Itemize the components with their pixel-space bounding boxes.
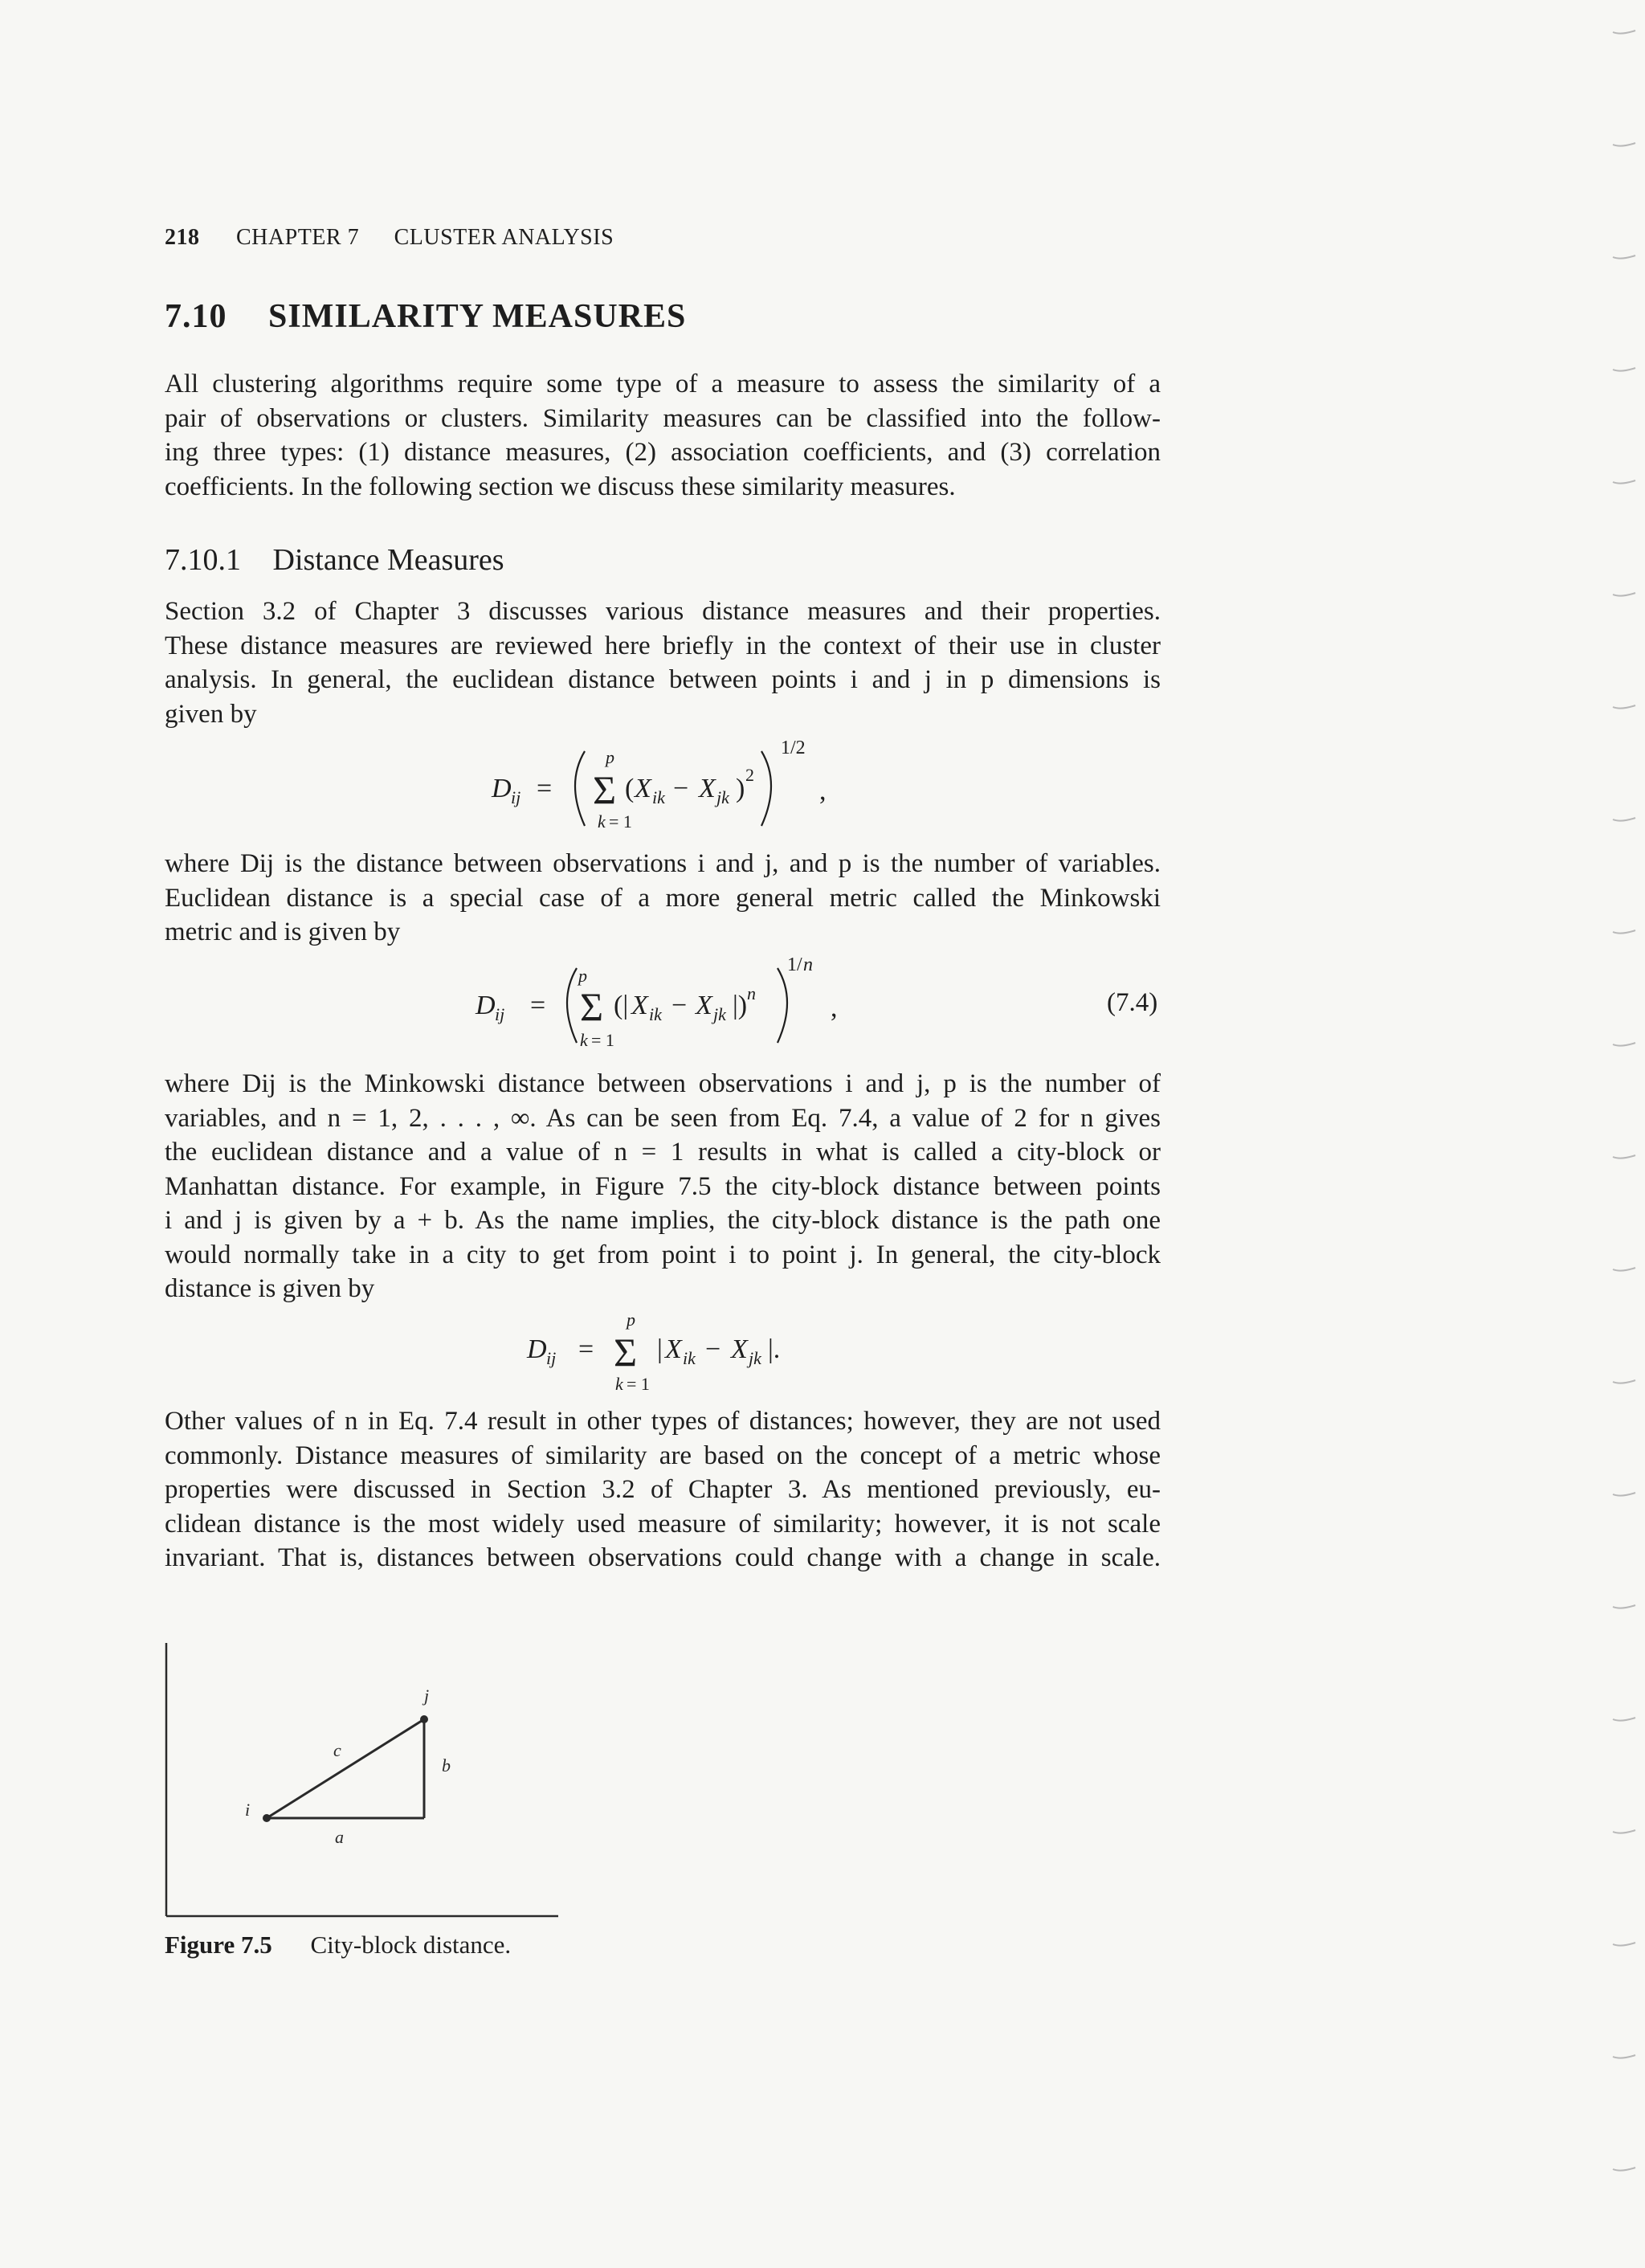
label-a: a: [335, 1827, 344, 1847]
svg-text:=: =: [530, 991, 546, 1020]
text-line: Manhattan distance. For example, in Figure 7.5 the city-block distance between points: [165, 1171, 1161, 1201]
svg-text:k: k: [615, 1374, 623, 1394]
figure-caption: [165, 1931, 511, 1959]
label-i: i: [245, 1800, 251, 1820]
label-c: c: [333, 1740, 341, 1760]
text-line: the euclidean distance and a value of n = 1 results in what is called a city-block or: [165, 1138, 1161, 1167]
text-line: analysis. In general, the euclidean distance between points i and j in p dimensions is: [165, 665, 1161, 694]
svg-text:|.: |.: [768, 1334, 781, 1364]
svg-text:jk: jk: [749, 1348, 761, 1368]
text-line: variables, and n = 1, 2, . . . , ∞. As can be seen from Eq. 7.4, a value of 2 for n gives: [165, 1103, 1161, 1133]
chapter-label: CHAPTER 7: [236, 225, 360, 250]
svg-text:,: ,: [831, 993, 838, 1023]
text-line: where Dij is the distance between observations i and j, and p is the number of variables.: [165, 849, 1161, 878]
svg-text:−: −: [705, 1334, 721, 1364]
point-i: [263, 1814, 271, 1822]
svg-text:X: X: [635, 774, 651, 803]
svg-text:= 1: = 1: [609, 811, 632, 832]
svg-text:X: X: [696, 991, 712, 1020]
text-line: Section 3.2 of Chapter 3 discusses various distance measures and their properties.: [165, 597, 1161, 626]
label-b: b: [442, 1755, 451, 1776]
svg-text:X: X: [665, 1334, 682, 1364]
text-line: All clustering algorithms require some type of a measure to assess the similarity of a: [165, 370, 1161, 398]
subsection-number: 7.10.1: [165, 543, 241, 577]
svg-text:Σ: Σ: [614, 1330, 638, 1375]
svg-text:D: D: [476, 991, 496, 1020]
svg-text:n: n: [803, 954, 813, 975]
text-line: invariant. That is, distances between observations could change with a change in scale.: [165, 1543, 1161, 1572]
figure-caption-text: City-block distance.: [310, 1931, 512, 1959]
subsection-title: Distance Measures: [272, 543, 504, 577]
svg-text:= 1: = 1: [627, 1374, 650, 1394]
text-line: These distance measures are reviewed here briefly in the context of their use in cluster: [165, 631, 1161, 660]
section-title: SIMILARITY MEASURES: [268, 298, 687, 335]
svg-text:ik: ik: [649, 1004, 662, 1024]
svg-text:= 1: = 1: [591, 1030, 614, 1050]
text-line: Other values of n in Eq. 7.4 result in other types of distances; however, they are not used: [165, 1407, 1161, 1436]
svg-text:ij: ij: [511, 787, 521, 807]
text-line: clidean distance is the most widely used measure of similarity; however, it is not scale: [165, 1509, 1161, 1539]
svg-text:ij: ij: [495, 1004, 505, 1024]
svg-text:2: 2: [745, 765, 754, 785]
svg-text:p: p: [578, 966, 587, 986]
svg-text:): ): [736, 774, 745, 803]
point-j: [420, 1715, 428, 1723]
svg-text:(|: (|: [614, 991, 629, 1020]
svg-text:=: =: [578, 1334, 594, 1364]
text-line: coefficients. In the following section we discuss these similarity measures.: [165, 472, 956, 501]
text-line: metric and is given by: [165, 917, 401, 946]
svg-text:,: ,: [819, 776, 827, 806]
svg-text:=: =: [537, 774, 553, 803]
section-number: 7.10: [165, 298, 227, 335]
svg-text:|): |): [733, 991, 748, 1020]
chapter-title: CLUSTER ANALYSIS: [394, 225, 614, 250]
svg-text:X: X: [631, 991, 648, 1020]
text-line: i and j is given by a + b. As the name implies, the city-block distance is the path one: [165, 1206, 1161, 1235]
svg-text:ik: ik: [652, 787, 665, 807]
svg-text:1/: 1/: [787, 954, 802, 975]
text-line: would normally take in a city to get from point i to point j. In general, the city-block: [165, 1240, 1161, 1269]
hypotenuse-c: [267, 1719, 424, 1818]
text-line: distance is given by: [165, 1274, 375, 1303]
svg-text:D: D: [527, 1334, 547, 1364]
svg-text:k: k: [580, 1030, 588, 1050]
svg-text:p: p: [606, 747, 614, 767]
svg-text:n: n: [747, 983, 756, 1003]
svg-text:X: X: [731, 1334, 748, 1364]
svg-text:X: X: [699, 774, 716, 803]
svg-text:ik: ik: [683, 1348, 696, 1368]
text-line: pair of observations or clusters. Similarity measures can be classified into the follow-: [165, 403, 1161, 433]
svg-text:Σ: Σ: [580, 984, 604, 1029]
binder-edge: [1581, 0, 1645, 2268]
svg-text:1/2: 1/2: [781, 738, 806, 758]
label-j: j: [424, 1686, 430, 1706]
text-line: commonly. Distance measures of similarity are based on the concept of a metric whose: [165, 1440, 1161, 1470]
figure-label: Figure 7.5: [165, 1931, 272, 1959]
svg-text:D: D: [492, 774, 512, 803]
text-line: Euclidean distance is a special case of a more general metric called the Minkowski: [165, 883, 1161, 913]
text-line: ing three types: (1) distance measures, (2) association coefficients, and (3) correlation: [165, 438, 1161, 467]
svg-text:p: p: [627, 1310, 635, 1330]
svg-text:k: k: [598, 811, 606, 832]
svg-text:−: −: [673, 774, 689, 803]
page-number: 218: [165, 225, 200, 250]
svg-text:jk: jk: [713, 1004, 726, 1024]
equation-number: (7.4): [1107, 988, 1158, 1017]
svg-text:Σ: Σ: [593, 767, 617, 812]
text-line: given by: [165, 699, 257, 729]
text-line: properties were discussed in Section 3.2 of Chapter 3. As mentioned previously, eu-: [165, 1475, 1161, 1504]
svg-text:−: −: [671, 991, 688, 1020]
svg-text:|: |: [657, 1334, 663, 1364]
svg-text:jk: jk: [716, 787, 729, 807]
svg-text:(: (: [625, 774, 635, 803]
text-line: where Dij is the Minkowski distance between observations i and j, p is the number of: [165, 1069, 1161, 1098]
svg-text:ij: ij: [546, 1348, 557, 1368]
